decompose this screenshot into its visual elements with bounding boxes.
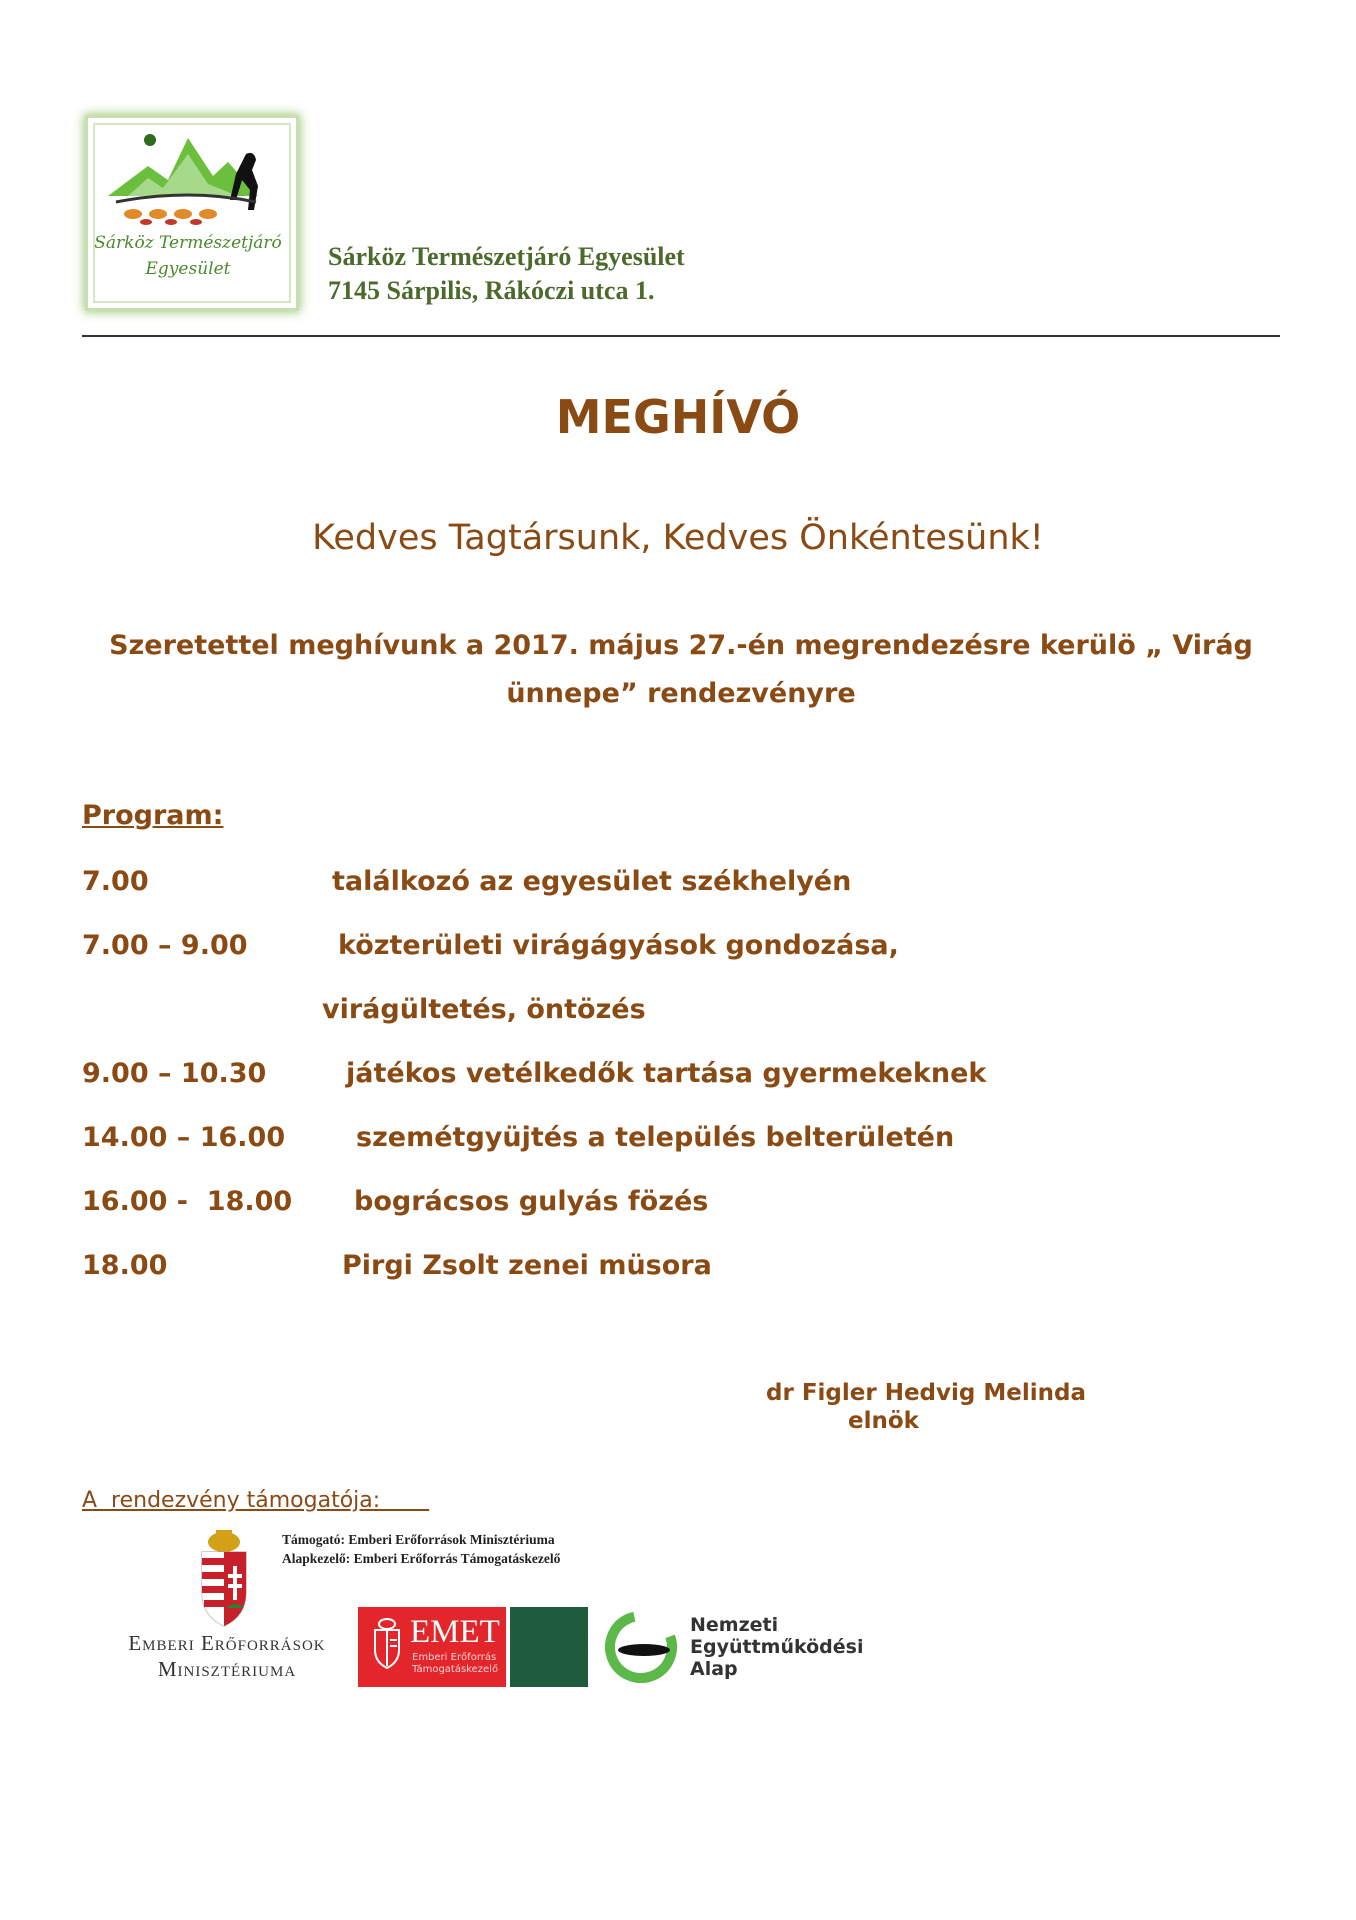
program-activity: közterületi virágágyások gondozása, <box>338 930 899 961</box>
program-activity: találkozó az egyesület székhelyén <box>332 866 852 897</box>
org-logo <box>88 118 296 308</box>
nea-line-1: Nemzeti <box>690 1614 779 1636</box>
page-title: MEGHÍVÓ <box>555 390 801 444</box>
program-activity: szemétgyüjtés a település belterületén <box>356 1122 955 1153</box>
intro-line-1: Szeretettel meghívunk a 2017. május 27.-én megrendezésre kerülö „ Virág <box>109 630 1253 661</box>
logo-text-line1: Sárköz Természetjáró <box>94 233 282 253</box>
intro-text <box>82 622 1280 718</box>
sponsor-line-1: Támogató: Emberi Erőforrások Minisztériuma <box>282 1532 555 1547</box>
emmi-logo-text <box>112 1630 342 1682</box>
emmi-line-1: Emberi Erőforrások <box>128 1631 326 1655</box>
org-address: 7145 Sárpilis, Rákóczi utca 1. <box>328 276 655 305</box>
nea-line-2: Együttműködési <box>690 1636 864 1658</box>
emet-logo-green-block <box>510 1607 588 1687</box>
program-time: 9.00 – 10.30 <box>82 1058 267 1089</box>
nea-logo-text <box>690 1614 863 1680</box>
nea-line-3: Alap <box>690 1658 738 1680</box>
program-time: 7.00 <box>82 866 149 897</box>
program-activity: virágültetés, öntözés <box>322 994 646 1025</box>
program-activity: játékos vetélkedők tartása gyermekeknek <box>346 1058 987 1089</box>
org-info <box>328 240 685 308</box>
program-time: 18.00 <box>82 1250 168 1281</box>
header-divider <box>82 335 1280 337</box>
sponsor-text <box>282 1530 560 1568</box>
emet-sub-line-2: Támogatáskezelő <box>412 1664 499 1675</box>
nea-logo-icon <box>604 1610 678 1684</box>
program-activity: Pirgi Zsolt zenei müsora <box>342 1250 712 1281</box>
program-activity: bográcsos gulyás fözés <box>354 1186 709 1217</box>
intro-line-2: ünnepe” rendezvényre <box>506 678 856 709</box>
mountain-hiker-logo <box>88 118 296 308</box>
program-time: 14.00 – 16.00 <box>82 1122 286 1153</box>
hungarian-coat-of-arms-icon <box>196 1528 252 1632</box>
emmi-line-2: Minisztériuma <box>157 1657 297 1681</box>
sponsor-label: A rendezvény támogatója: <box>82 1488 430 1513</box>
signature-role: elnök <box>848 1408 919 1434</box>
emet-coat-of-arms-icon <box>372 1618 402 1670</box>
org-name: Sárköz Természetjáró Egyesület <box>328 242 685 271</box>
program-heading: Program: <box>82 800 224 831</box>
emet-sub-line-1: Emberi Erőforrás <box>412 1652 497 1663</box>
program-time: 7.00 – 9.00 <box>82 930 248 961</box>
greeting: Kedves Tagtársunk, Kedves Önkéntesünk! <box>312 518 1044 558</box>
program-time: 16.00 - 18.00 <box>82 1186 293 1217</box>
emet-title: EMET <box>410 1614 500 1650</box>
logo-text-line2: Egyesület <box>145 259 231 279</box>
sponsor-line-2: Alapkezelő: Emberi Erőforrás Támogatáskezelő <box>282 1551 561 1566</box>
signature-name: dr Figler Hedvig Melinda <box>766 1380 1086 1406</box>
emet-subtitle <box>412 1652 498 1676</box>
